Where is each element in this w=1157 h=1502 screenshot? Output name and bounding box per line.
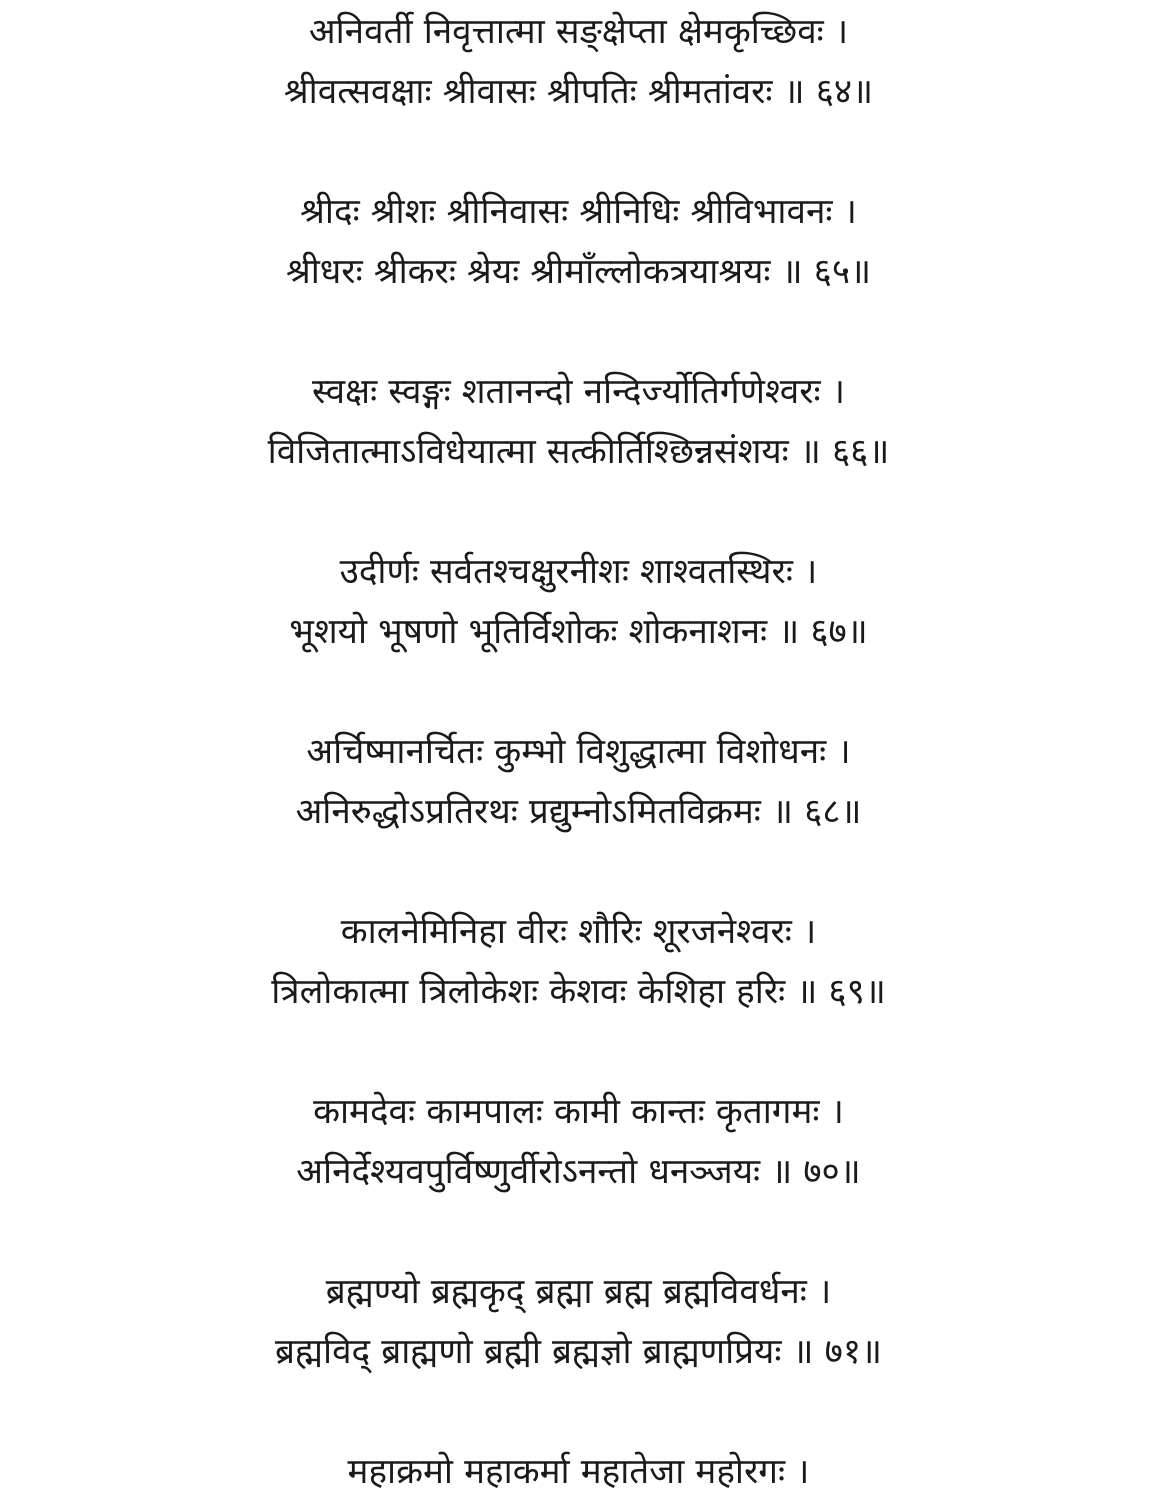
verse-line: उदीर्णः सर्वतश्चक्षुरनीशः शाश्वतस्थिरः । [339, 552, 818, 592]
verse-line: ब्रह्मण्यो ब्रह्मकृद् ब्रह्मा ब्रह्म ब्रह्मविवर्धनः । [325, 1272, 832, 1312]
verse-line: अर्चिष्मानर्चितः कुम्भो विशुद्धात्मा विशोधनः । [306, 732, 851, 772]
verse-spacer [0, 482, 1157, 542]
verse-71 [0, 1262, 1157, 1382]
verse-line: अनिर्देश्यवपुर्विष्णुर्वीरोऽनन्तो धनञ्जयः ॥ ७०॥ [296, 1152, 861, 1192]
verse-line: श्रीधरः श्रीकरः श्रेयः श्रीमाँल्लोकत्रयाश्रयः ॥ ६५॥ [285, 252, 872, 292]
verse-line: श्रीदः श्रीशः श्रीनिवासः श्रीनिधिः श्रीविभावनः । [300, 192, 857, 232]
verse-line: कामदेवः कामपालः कामी कान्तः कृतागमः । [313, 1092, 844, 1132]
verse-69 [0, 902, 1157, 1022]
verse-68 [0, 722, 1157, 842]
verse-65 [0, 182, 1157, 302]
verse-line: अनिवर्ती निवृत्तात्मा सङ्क्षेप्ता क्षेमकृच्छिवः । [308, 12, 849, 52]
verse-line: स्वक्षः स्वङ्गः शतानन्दो नन्दिर्ज्योतिर्गणेश्वरः । [311, 372, 846, 412]
verse-line: कालनेमिनिहा वीरः शौरिः शूरजनेश्वरः । [340, 912, 817, 952]
verse-spacer [0, 1382, 1157, 1442]
verse-line: विजितात्माऽविधेयात्मा सत्कीर्तिश्छिन्नसंशयः ॥ ६६॥ [267, 432, 890, 472]
verse-spacer [0, 842, 1157, 902]
verse-72-partial [0, 1442, 1157, 1502]
verse-line: अनिरुद्धोऽप्रतिरथः प्रद्युम्नोऽमितविक्रमः ॥ ६८॥ [295, 792, 862, 832]
verse-spacer [0, 122, 1157, 182]
verse-spacer [0, 1202, 1157, 1262]
verse-line: श्रीवत्सवक्षाः श्रीवासः श्रीपतिः श्रीमतांवरः ॥ ६४॥ [283, 72, 874, 112]
verse-spacer [0, 1022, 1157, 1082]
verse-67 [0, 542, 1157, 662]
verse-line: महाक्रमो महाकर्मा महातेजा महोरगः । [347, 1452, 810, 1492]
verse-66 [0, 362, 1157, 482]
verse-line: भूशयो भूषणो भूतिर्विशोकः शोकनाशनः ॥ ६७॥ [289, 612, 868, 652]
verse-line: त्रिलोकात्मा त्रिलोकेशः केशवः केशिहा हरिः ॥ ६९॥ [271, 972, 886, 1012]
verse-spacer [0, 302, 1157, 362]
verse-64 [0, 2, 1157, 122]
verse-spacer [0, 662, 1157, 722]
verse-70 [0, 1082, 1157, 1202]
verse-line: ब्रह्मविद् ब्राह्मणो ब्रह्मी ब्रह्मज्ञो ब्राह्मणप्रियः ॥ ७१॥ [274, 1332, 882, 1372]
